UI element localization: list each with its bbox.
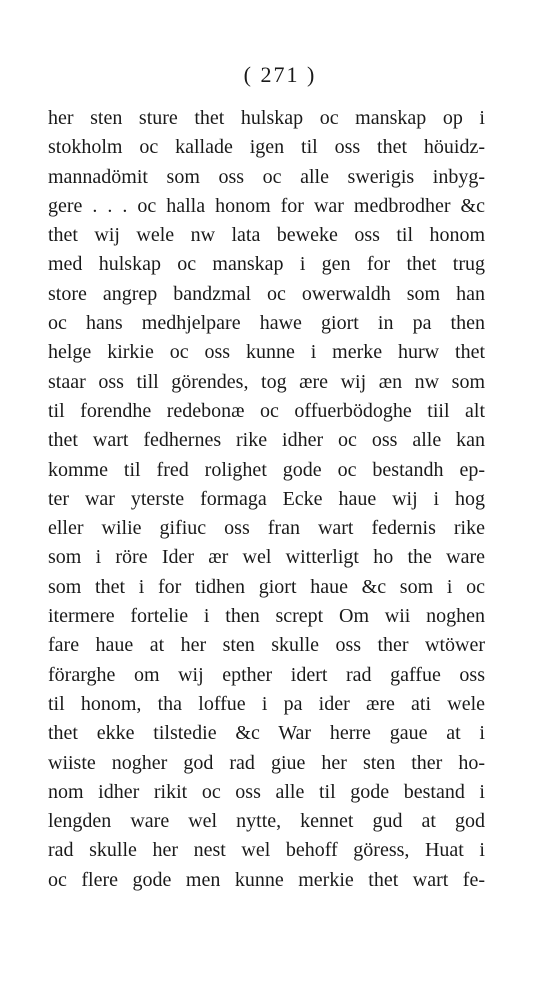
text-line: til forendhe redebonæ oc offuerbödoghe tiil alt: [48, 399, 485, 422]
text-line: eller wilie gifiuc oss fran wart federnis rike: [48, 517, 485, 540]
text-line: til honom, tha loffue i pa ider ære ati wele: [48, 692, 485, 715]
text-line: oc flere gode men kunne merkie thet wart fe-: [48, 868, 485, 891]
text-line: rad skulle her nest wel behoff göress, Huat i: [48, 839, 485, 862]
text-line: ter war yterste formaga Ecke haue wij i hog: [48, 487, 485, 510]
text-line: oc hans medhjelpare hawe giort in pa then: [48, 312, 485, 335]
text-line: her sten sture thet hulskap oc manskap op i: [48, 107, 485, 129]
text-line: wiiste nogher god rad giue her sten ther ho-: [48, 751, 485, 774]
text-line: lengden ware wel nytte, kennet gud at god: [48, 810, 485, 833]
text-line: mannadömit som oss oc alle swerigis inbyg-: [48, 165, 485, 188]
text-line: thet wij wele nw lata beweke oss til honom: [48, 224, 485, 247]
text-line: komme til fred rolighet gode oc bestandh ep-: [48, 458, 485, 481]
text-line: som thet i for tidhen giort haue &c som i oc: [48, 575, 485, 598]
text-line: store angrep bandzmal oc owerwaldh som han: [48, 282, 485, 305]
text-line: gere . . . oc halla honom for war medbrodher &c: [48, 194, 485, 217]
text-line: staar oss till görendes, tog ære wij æn nw som: [48, 370, 485, 393]
text-line: med hulskap oc manskap i gen for thet trug: [48, 253, 485, 276]
text-line: thet ekke tilstedie &c War herre gaue at i: [48, 722, 485, 745]
body-text: [48, 104, 485, 895]
text-line: förarghe om wij epther idert rad gaffue oss: [48, 663, 485, 686]
text-line: stokholm oc kallade igen til oss thet höuidz-: [48, 136, 485, 159]
text-line: helge kirkie oc oss kunne i merke hurw thet: [48, 341, 485, 364]
text-line: thet wart fedhernes rike idher oc oss alle kan: [48, 429, 485, 452]
text-line: som i röre Ider ær wel witterligt ho the ware: [48, 546, 485, 569]
text-line: nom idher rikit oc oss alle til gode bestand i: [48, 780, 485, 803]
text-line: fare haue at her sten skulle oss ther wtöwer: [48, 634, 485, 657]
page-number: ( 271 ): [243, 62, 317, 87]
text-line: itermere fortelie i then scrept Om wii noghen: [48, 605, 485, 628]
